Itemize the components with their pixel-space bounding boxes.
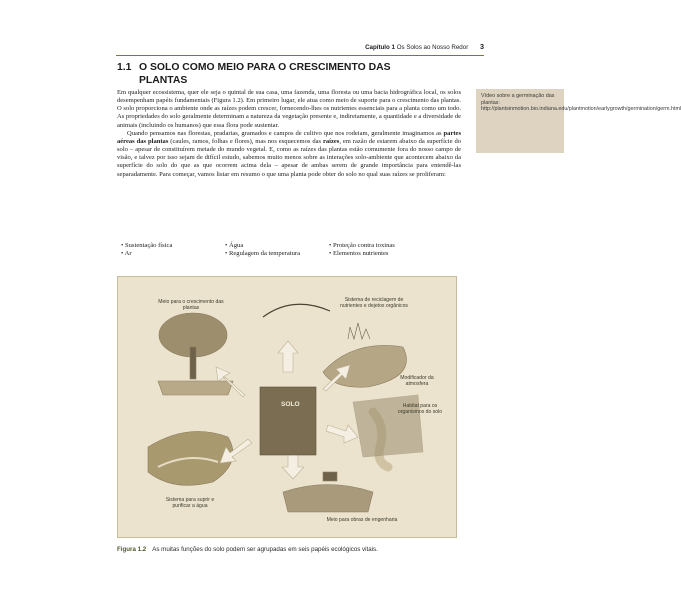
chapter-label: Capítulo 1	[365, 44, 395, 51]
soil-functions-figure	[117, 276, 457, 538]
header-rule	[116, 55, 484, 56]
list-item: • Água	[225, 242, 329, 250]
chapter-title: Os Solos ao Nosso Redor	[396, 44, 469, 51]
section-title: O SOLO COMO MEIO PARA O CRESCIMENTO DAS PLANTAS	[139, 62, 391, 86]
list-item: • Ar	[121, 250, 225, 258]
page-number: 3	[480, 42, 484, 51]
label-habitat: Habitat para os organismos do solo	[397, 403, 443, 415]
bullet-list	[121, 242, 441, 259]
label-recycling: Sistema de reciclagem de nutrientes e dejetos orgânicos	[340, 297, 408, 309]
paragraph-2-part: (caules, ramos, folhas e flores), mas nos esquecemos das	[168, 137, 323, 145]
list-item: • Sustentação física	[121, 242, 225, 250]
list-item: • Regulagem da temperatura	[225, 250, 329, 258]
ground-slab	[158, 381, 233, 395]
body-text	[117, 89, 461, 179]
soil-block	[260, 387, 316, 455]
paragraph-1: Em qualquer ecossistema, quer ele seja o quintal de sua casa, uma fazenda, uma floresta ou uma bacia hidrográfica local, os solos desempenham papéis fundamentais (Figura 1.2). Em primeiro lugar, ele atua como meio de suporte para o crescimento das plantas. O solo proporciona o ambiente onde as raízes podem crescer, fornecendo-lhes os nutrientes essenciais para a planta como um todo. As propriedades do solo geralmente determinam a natureza da vegetação presente e, indiretamente, a quantidade e a diversidade de animais (incluindo os humanos) que essa flora pode sustentar.	[117, 89, 461, 129]
paragraph-2	[117, 130, 461, 179]
construction-mound	[283, 485, 373, 513]
term-aerial-parts: partes aéreas das plantas	[117, 129, 461, 145]
arrow-e	[326, 425, 358, 443]
list-item: • Elementos nutrientes	[329, 250, 441, 258]
list-item: • Proteção contra toxinas	[329, 242, 441, 250]
label-engineering: Meio para obras de engenharia	[326, 517, 398, 523]
label-growth: Meio para o crescimento das plantas	[158, 299, 224, 311]
tree-trunk	[190, 347, 196, 379]
plants-icon	[348, 323, 370, 339]
cycle-arrow	[263, 304, 330, 317]
figure-caption	[117, 546, 477, 553]
caption-text: As muitas funções do solo podem ser agrupadas em seis papéis ecológicos vitais.	[152, 546, 378, 553]
running-header	[116, 42, 484, 54]
figure-number: Figura 1.2	[117, 546, 147, 553]
paragraph-2-part: Quando pensamos nas florestas, pradarias, gramados e campos de cultivo que nos rodeiam, geralmente imaginamos as	[127, 129, 444, 137]
soil-label: SOLO	[281, 401, 300, 408]
term-roots: raízes	[322, 137, 340, 145]
section-number: 1.1	[117, 62, 132, 73]
label-water: Sistema para suprir e purificar a água	[165, 497, 215, 509]
label-atmosphere: Modificador da atmosfera	[400, 375, 434, 387]
video-note[interactable]: Vídeo sobre a germinação das plantas: http://plantsinmotion.bio.indiana.edu/plantmotion/earlygrowth/germination/germ.html	[476, 89, 564, 153]
arrow-n	[278, 341, 298, 372]
construction-truck	[323, 472, 337, 481]
paragraph-2-part: , em razão de estarem abaixo da superfície do solo – apesar de constituírem metade do mundo vegetal. E, como as raízes das plantas estão comumente fora do nosso campo de visão, e talvez por isso sejam de difícil estudo, sabemos muito menos sobre as interações solo-ambiente que acontecem abaixo da superfície do solo do que as que ocorrem acima dela – apesar de ambas serem de grande importância para entendê-las separadamente. Para começar, vamos listar em resumo o que uma planta pode obter do solo no qual suas raízes se proliferam:	[117, 137, 461, 178]
